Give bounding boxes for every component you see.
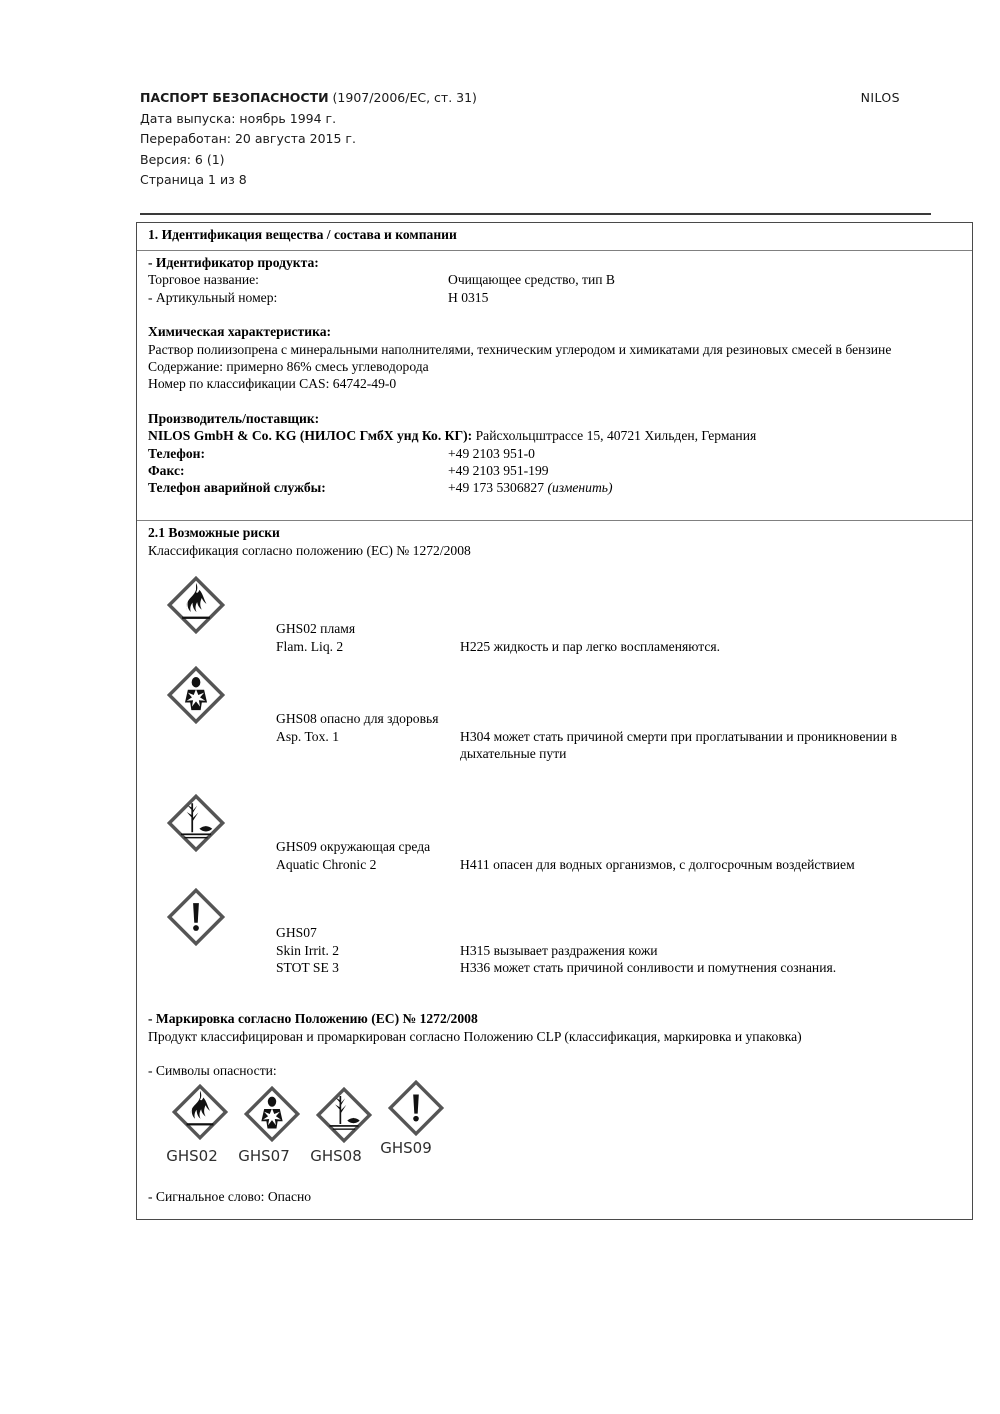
pictogram-label: GHS08 [310,1146,362,1165]
article-number-row [148,289,962,306]
section-2-1-classification-line: Классификация согласно положению (EC) № 1272/2008 [148,542,471,558]
header-title-row [140,88,900,109]
hazard-statement: H315 вызывает раздражения кожи [460,942,658,958]
ghs07-exclamation-icon [388,1080,444,1136]
section-1-body-cell [137,250,972,520]
company-logo-text: NILOS [860,90,900,105]
fax-row [148,462,962,479]
hazard-statement: H304 может стать причиной смерти при проглатывании и проникновении в дыхательные пути [460,728,898,762]
hazard-class: Asp. Tox. 1 [276,728,339,744]
spacer [148,393,962,410]
hazard-pictogram-name: GHS08 опасно для здоровья [276,711,439,727]
article-number-label: - Артикульный номер: [148,289,278,305]
spacer [148,559,962,576]
emergency-phone-row [148,479,962,496]
ghs02-flame-icon [167,576,225,634]
trade-name-value: Очищающее средство, тип B [448,272,615,288]
revision-date: Переработан: 20 августа 2015 г. [140,131,356,146]
section-2-1-cell [137,520,972,1219]
hazard-entry [276,924,966,976]
supplier-address: Райсхольцштрассе 15, 40721 Хильден, Германия [472,428,757,444]
phone-row [148,445,962,462]
ghs09-environment-icon [316,1087,372,1143]
supplier-label: Производитель/поставщик: [148,410,320,426]
ghs08-health-hazard-icon [167,666,225,724]
supplier-row [148,427,962,444]
chemical-characteristics-description: Раствор полиизопрена с минеральными наполнителями, техническим углеродом и химикатами для резиновых смесей в бензине [148,341,892,357]
pictogram-label: GHS07 [238,1146,290,1165]
hazard-entry [276,710,966,762]
page-number: Страница 1 из 8 [140,172,247,187]
hazard-class: STOT SE 3 [276,960,339,976]
chemical-content: Содержание: примерно 86% смесь углеводорода [148,359,429,375]
hazard-class-row [276,942,966,959]
phone-value: +49 2103 951-0 [448,445,535,461]
phone-label: Телефон: [148,445,205,461]
pictogram-label: GHS02 [166,1146,218,1165]
pictogram-item [172,1084,228,1140]
supplier-name: NILOS GmbH & Co. KG (НИЛОС ГмбХ унд Ко. КГ): [148,428,473,444]
hazard-class: Skin Irrit. 2 [276,942,340,958]
ghs08-health-hazard-icon [244,1086,300,1142]
section-1-title: 1. Идентификация вещества / состава и компании [148,227,457,242]
emergency-phone-label: Телефон аварийной службы: [148,480,326,496]
spacer [148,1045,962,1062]
labelling-text: Продукт классифицирован и промаркирован согласно Положению CLP (классификация, маркировка и упаковка) [148,1028,802,1044]
hazard-entry [276,620,966,655]
hazard-pictogram-name: GHS02 пламя [276,621,356,637]
ghs07-exclamation-icon [167,888,225,946]
hazard-statement: H411 опасен для водных организмов, с долгосрочным воздействием [460,856,855,872]
hazard-pictogram-strip [148,1084,962,1188]
hazard-class: Flam. Liq. 2 [276,638,344,654]
fax-label: Факс: [148,463,185,479]
header-divider [140,213,931,215]
document-title-regulation: (1907/2006/EC, ст. 31) [328,90,477,105]
hazard-pictogram-name: GHS07 [276,925,317,941]
ghs09-environment-icon [167,794,225,852]
document-header [140,88,900,191]
section-1-title-cell [137,223,972,250]
spacer [148,497,962,514]
emergency-phone-note: (изменить) [547,480,613,496]
trade-name-label: Торговое название: [148,272,259,288]
product-identifier-label: - Идентификатор продукта: [148,255,319,270]
article-number-value: H 0315 [448,289,489,305]
hazard-class-row [276,959,966,976]
hazard-class-row [276,638,966,655]
pictogram-label: GHS09 [380,1138,432,1157]
pictogram-item [388,1080,444,1136]
spacer [148,306,962,323]
trade-name-row [148,271,962,288]
ghs02-flame-icon [172,1084,228,1140]
hazard-classification-list [148,576,962,1006]
hazard-symbols-label: - Символы опасности: [148,1063,277,1079]
fax-value: +49 2103 951-199 [448,463,549,479]
signal-word: - Сигнальное слово: Опасно [148,1188,312,1204]
hazard-pictogram-name: GHS09 окружающая среда [276,839,431,855]
chemical-characteristics-label: Химическая характеристика: [148,324,332,340]
pictogram-item [244,1086,300,1142]
hazard-class-row [276,728,966,762]
hazard-statement: H336 может стать причиной сонливости и помутнения сознания. [460,960,837,976]
pictogram-item [316,1087,372,1143]
safety-data-sheet-table [136,222,973,1220]
section-2-1-title: 2.1 Возможные риски [148,524,280,540]
labelling-title: - Маркировка согласно Положению (ЕС) № 1272/2008 [148,1011,478,1027]
hazard-entry [276,838,966,873]
emergency-phone-value: +49 173 5306827 [448,480,548,496]
issue-date: Дата выпуска: ноябрь 1994 г. [140,110,337,126]
cas-number: Номер по классификации CAS: 64742-49-0 [148,376,397,392]
version: Версия: 6 (1) [140,151,225,167]
hazard-class-row [276,856,966,873]
hazard-class: Aquatic Chronic 2 [276,856,377,872]
hazard-statement: H225 жидкость и пар легко воспламеняются. [460,638,721,654]
emergency-phone-value-wrap [448,479,613,496]
document-title: ПАСПОРТ БЕЗОПАСНОСТИ [140,90,329,105]
